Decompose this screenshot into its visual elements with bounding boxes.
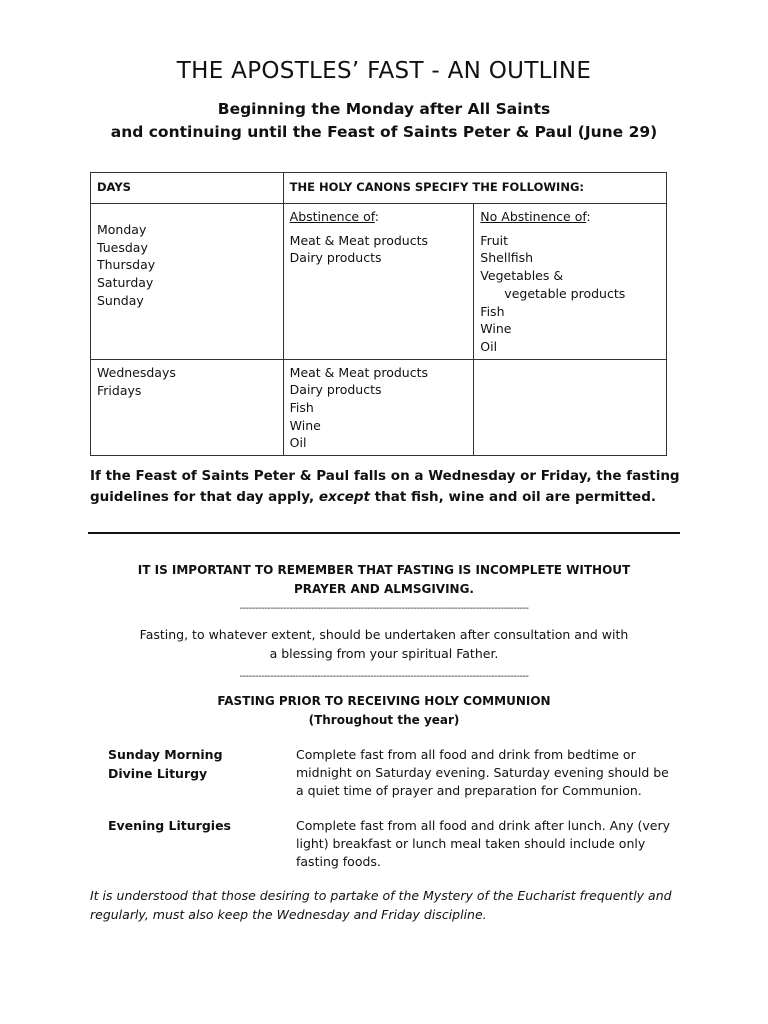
page-subtitle [0,98,768,144]
fasting-advice [90,626,678,663]
dashed-separator: --------------------------------------------------------------------------------------------- [239,603,529,614]
subtitle-line-2: and continuing until the Feast of Saints Peter & Paul (June 29) [110,123,658,141]
no-abstinence-heading: No Abstinence of: [480,209,591,224]
table-row [91,204,667,360]
important-notice [90,561,678,598]
days-cell [91,359,284,456]
abstinence-label: Abstinence of [289,209,375,224]
note-text-1: If the Feast of Saints Peter & Paul falls on a Wednesday or Friday, the fasting guidelines for that day apply, [90,468,680,505]
abstinence-cell [283,359,474,456]
days-cell [91,204,284,360]
advice-line-2: a blessing from your spiritual Father. [269,645,499,661]
day-item: Thursday [97,257,156,273]
no-abstinence-item: Wine [480,321,512,337]
no-abstinence-item: Fruit [480,232,509,248]
abstinence-item: Meat & Meat products [289,364,428,380]
communion-label-line-2: Divine Liturgy [108,765,208,781]
important-line-1: IT IS IMPORTANT TO REMEMBER THAT FASTING IS INCOMPLETE WITHOUT [137,563,631,577]
page-title: THE APOSTLES’ FAST - AN OUTLINE [176,58,592,84]
communion-label-line-1: Evening Liturgies [108,818,231,833]
abstinence-cell [283,204,474,360]
day-item: Monday [97,222,147,237]
abstinence-item: Wine [289,417,321,433]
note-emphasis: except [318,489,370,505]
no-abstinence-item: Vegetables & [480,268,564,284]
communion-row-text: Complete fast from all food and drink after lunch. Any (very light) breakfast or lunch meal taken should include only fasting foods. [296,818,671,869]
day-item: Fridays [97,383,142,399]
communion-subheading: (Throughout the year) [308,713,460,727]
header-canons: THE HOLY CANONS SPECIFY THE FOLLOWING: [283,173,666,204]
no-abstinence-item: Oil [480,338,498,354]
abstinence-item: Fish [289,400,314,416]
no-abstinence-item: Shellfish [480,250,534,266]
section-divider [88,532,680,534]
day-item: Tuesday [97,239,148,255]
abstinence-item: Oil [289,435,307,451]
no-abstinence-label: No Abstinence of [480,209,587,224]
communion-row-label [108,746,288,783]
table-header-row [91,173,667,204]
dashed-separator: --------------------------------------------------------------------------------------------- [239,671,529,682]
abstinence-item: Dairy products [289,382,382,398]
closing-note: It is understood that those desiring to partake of the Mystery of the Eucharist frequently and regularly, must also keep the Wednesday and Friday discipline. [90,888,672,922]
important-line-2: PRAYER AND ALMSGIVING. [294,581,474,596]
communion-label-line-1: Sunday Morning [108,747,223,762]
communion-heading-block [90,692,678,730]
abstinence-item: Meat & Meat products [289,232,428,248]
abstinence-heading: Abstinence of: [289,209,379,224]
day-item: Saturday [97,275,154,291]
note-text-2: that fish, wine and oil are permitted. [369,489,657,505]
feast-note [90,466,680,508]
no-abstinence-item: vegetable products [504,285,626,301]
communion-heading: FASTING PRIOR TO RECEIVING HOLY COMMUNION [217,694,551,708]
abstinence-item: Dairy products [289,250,382,266]
empty-cell [474,359,667,456]
fasting-canons-table [90,172,667,456]
table-row [91,359,667,456]
no-abstinence-item: Fish [480,303,505,319]
communion-row-text: Complete fast from all food and drink from bedtime or midnight on Saturday evening. Saturday evening should be a quiet time of prayer and preparation for Communion. [296,747,669,798]
header-days: DAYS [91,173,284,204]
day-item: Wednesdays [97,364,176,380]
communion-row-label [108,817,288,836]
subtitle-line-1: Beginning the Monday after All Saints [217,100,551,118]
day-item: Sunday [97,292,144,308]
advice-line-1: Fasting, to whatever extent, should be undertaken after consultation and with [139,627,629,642]
no-abstinence-cell [474,204,667,360]
